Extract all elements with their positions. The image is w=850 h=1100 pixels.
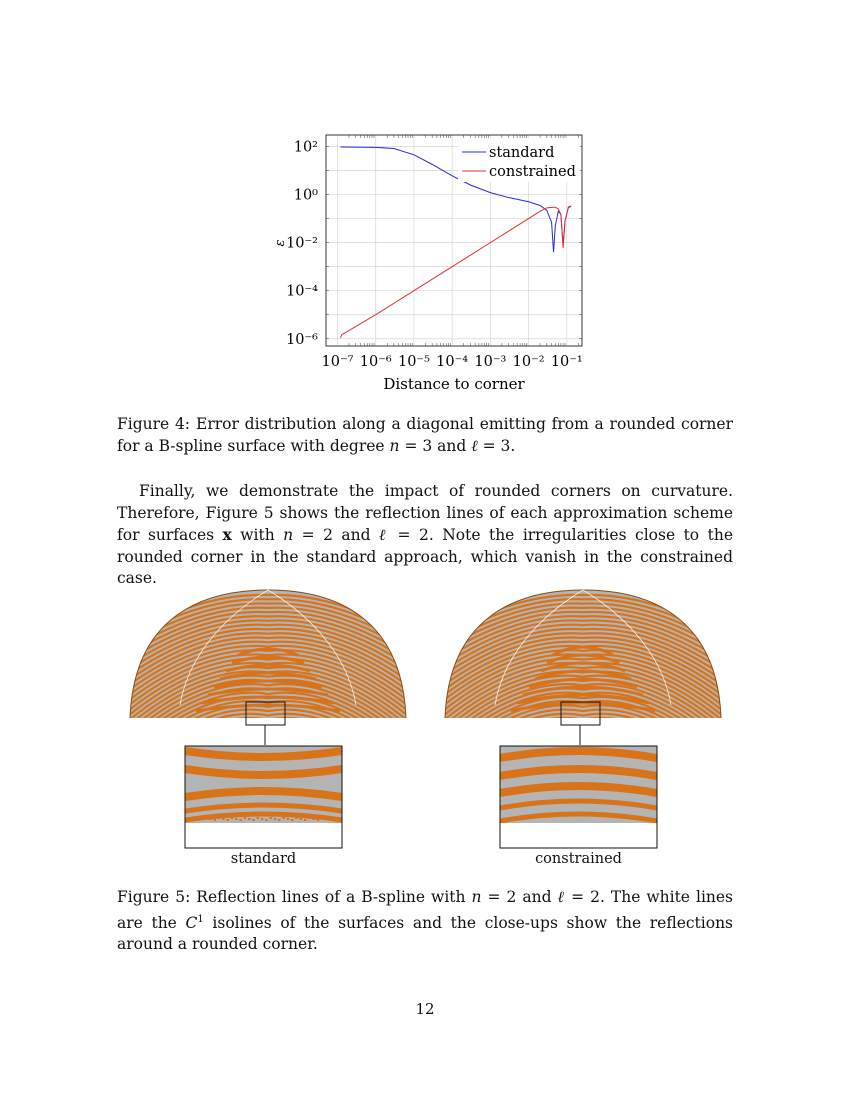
caption-text: Error distribution along a diagonal emitting from a rounded corner for a B-spline surface with degree n = 3 and ℓ = 3. <box>117 415 734 455</box>
closeup-irregularity <box>270 817 272 819</box>
x-tick-label: 10⁻⁵ <box>397 354 430 370</box>
closeup-irregularity <box>235 818 237 820</box>
series-line-constrained <box>341 206 572 337</box>
x-tick-label: 10⁻⁷ <box>321 354 354 370</box>
legend-label-standard: standard <box>489 145 555 161</box>
figure-5-illustration <box>120 585 730 875</box>
closeup-irregularity <box>239 819 241 821</box>
closeup-irregularity <box>209 818 211 820</box>
y-axis-label: ε <box>273 239 288 247</box>
closeup-irregularity <box>291 819 293 821</box>
closeup-irregularity <box>205 817 207 819</box>
caption-text: Reflection lines of a B-spline with n = 2 and ℓ = 2. The white lines are the $C^1$ isolines of the surfaces and the close-ups show the reflections around a rounded corner. <box>117 888 734 954</box>
y-tick-labels <box>286 139 318 347</box>
x-tick-label: 10⁻² <box>512 354 545 370</box>
paragraph-text: Finally, we demonstrate the impact of rounded corners on curvature. Therefore, Figure 5 shows the reflection lines of each approximation scheme for surfaces x with n = 2 and ℓ = 2. Note the irregularities close to the rounded corner in the standard approach, which vanish in the constrained case. <box>117 482 733 587</box>
panel-label-standard: standard <box>230 851 297 867</box>
chart-legend <box>458 138 580 182</box>
closeup-irregularity <box>261 818 263 820</box>
closeup-irregularity <box>317 819 319 821</box>
closeup-irregularity <box>252 819 254 821</box>
closeup-irregularity <box>313 818 315 820</box>
y-tick-label: 10² <box>293 139 318 156</box>
x-tick-label: 10⁻⁴ <box>436 354 469 370</box>
x-axis-label: Distance to corner <box>383 375 525 393</box>
body-paragraph <box>117 481 733 590</box>
closeup-irregularity <box>274 818 276 820</box>
closeup-irregularity <box>214 819 216 821</box>
closeup-irregularity <box>227 819 229 821</box>
x-tick-label: 10⁻¹ <box>550 354 583 370</box>
closeup-irregularity <box>300 818 302 820</box>
closeup-irregularity <box>304 819 306 821</box>
x-tick-label: 10⁻⁶ <box>359 354 392 370</box>
legend-label-constrained: constrained <box>489 164 576 180</box>
x-tick-label: 10⁻³ <box>474 354 507 370</box>
closeup-irregularity <box>321 817 323 819</box>
y-tick-label: 10⁰ <box>293 187 318 204</box>
closeup-irregularity <box>308 817 310 819</box>
panel-label-constrained: constrained <box>535 851 622 867</box>
closeup-irregularity <box>295 817 297 819</box>
caption-label: Figure 5: <box>117 888 191 906</box>
y-tick-label: 10⁻⁴ <box>286 283 318 300</box>
closeup-irregularity <box>222 818 224 820</box>
x-tick-labels <box>322 354 583 370</box>
y-tick-label: 10⁻⁶ <box>286 331 318 348</box>
closeup-irregularity <box>218 817 220 819</box>
y-tick-label: 10⁻² <box>286 235 318 252</box>
closeup-irregularity <box>287 818 289 820</box>
closeup-irregularity <box>257 817 259 819</box>
closeup-irregularity <box>282 817 284 819</box>
closeup-constrained <box>500 746 657 848</box>
figure-5-caption <box>117 887 733 956</box>
closeup-standard <box>185 746 342 848</box>
closeup-irregularity <box>244 817 246 819</box>
closeup-irregularity <box>248 818 250 820</box>
page-number: 12 <box>415 1000 435 1018</box>
closeup-irregularity <box>265 819 267 821</box>
caption-label: Figure 4: <box>117 415 191 433</box>
closeup-irregularity <box>278 819 280 821</box>
figure-4-chart <box>250 125 610 400</box>
closeup-irregularity <box>231 817 233 819</box>
figure-4-caption <box>117 414 733 457</box>
